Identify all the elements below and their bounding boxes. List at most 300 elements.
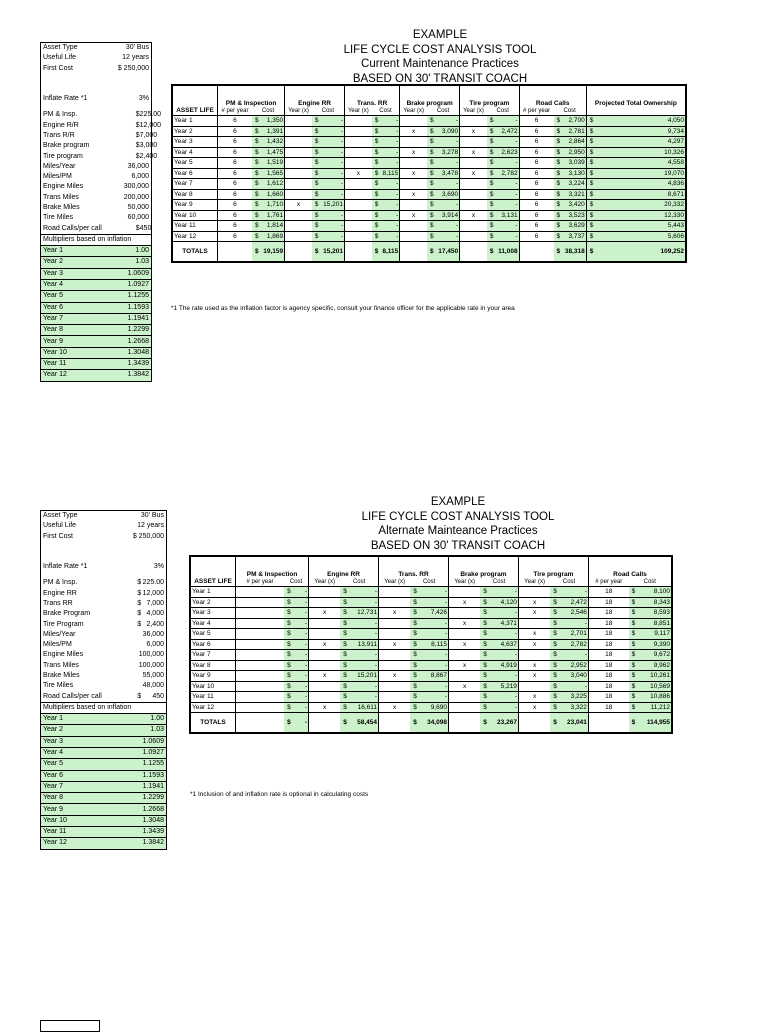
year-row [172, 116, 686, 127]
cost-value: - [444, 619, 447, 627]
param-label: Tire program [43, 152, 83, 160]
dollar-sign: $ [413, 718, 417, 726]
subheader-cost: Cost [422, 579, 436, 585]
marker-cell [309, 692, 341, 703]
cost-value: - [304, 598, 308, 606]
cost-cell [284, 702, 308, 713]
cost-cell [554, 179, 587, 190]
dollar-sign: $ [631, 588, 636, 595]
marker-cell: 6 [218, 179, 252, 190]
marker-cell: 6 [218, 147, 252, 158]
marker-cell: x [379, 639, 411, 650]
cost-value: - [304, 672, 308, 679]
total-value: 5,443 [667, 222, 684, 229]
marker-cell [460, 158, 487, 169]
marker-cell [285, 147, 312, 158]
marker-cell [345, 221, 372, 232]
cost-value: - [584, 651, 587, 658]
cost-value: 1,350 [266, 117, 284, 124]
marker-cell: x [448, 618, 480, 629]
cost-value: - [374, 661, 377, 669]
info-label: Asset Type [43, 44, 78, 52]
subheader-cost: Cost [321, 108, 335, 114]
marker-cell [345, 137, 372, 148]
marker-cell: x [400, 168, 427, 179]
dollar-sign: $ [254, 148, 259, 156]
total-cell [372, 242, 400, 263]
cost-value: 3,737 [568, 232, 585, 240]
dollar-sign: $ [489, 232, 494, 240]
cost-cell [410, 671, 448, 682]
dollar-sign: $ [589, 180, 594, 187]
dollar-sign: $ [631, 661, 636, 669]
year-label: Year 6 [172, 168, 218, 179]
cost-cell [586, 137, 686, 148]
dollar-sign: $ [553, 598, 557, 606]
subheader-cost: Cost [563, 108, 576, 114]
dollar-sign: $ [553, 588, 557, 595]
dollar-sign: $ [343, 640, 347, 648]
cost-cell [312, 158, 345, 169]
dollar-sign: $ [374, 148, 379, 156]
param-row [41, 110, 152, 120]
cost-cell [586, 210, 686, 221]
dollar-sign: $ [429, 211, 434, 219]
cost-cell [410, 639, 448, 650]
param-label: Brake Miles [43, 672, 80, 679]
cost-cell [284, 608, 308, 619]
marker-cell [460, 179, 487, 190]
param-label: Brake Program [43, 610, 91, 618]
cost-value: 1,475 [266, 148, 284, 156]
subheader-cost: Cost [643, 579, 656, 585]
cost-value: 13,911 [357, 640, 377, 648]
cost-value: - [304, 609, 308, 616]
total-amount: 58,454 [357, 718, 377, 726]
subheader-blank [586, 108, 686, 116]
multiplier-row [41, 725, 167, 736]
dollar-sign: $ [483, 661, 487, 669]
cost-value: 3,225 [570, 693, 587, 700]
cost-cell [586, 189, 686, 200]
dollar-sign: $ [483, 630, 487, 637]
dollar-sign: $ [483, 703, 487, 711]
multiplier-header-row [41, 234, 152, 245]
marker-cell [518, 587, 550, 598]
marker-cell: x [518, 597, 550, 608]
marker-cell: x [309, 702, 341, 713]
spacer-row [41, 542, 167, 562]
marker-cell: 18 [588, 587, 628, 598]
param-amount: 6,000 [131, 173, 149, 181]
multiplier-label: Multipliers based on inflation [41, 234, 152, 245]
dollar-sign: $ [489, 127, 494, 135]
dollar-sign: $ [413, 588, 417, 595]
column-header: Road Calls [519, 85, 586, 108]
multiplier-value: 1.0927 [104, 279, 152, 290]
total-amount: - [304, 718, 308, 726]
cost-cell [340, 702, 378, 713]
title-line: Current Maintenance Practices [361, 58, 519, 70]
year-row [172, 221, 686, 232]
marker-cell: 18 [588, 660, 628, 671]
cost-cell [252, 179, 285, 190]
param-label: Road Calls/per call [43, 224, 102, 232]
total-cell [410, 713, 448, 734]
dollar-sign: $ [314, 169, 319, 177]
subheader-year-x: Year (x) [460, 108, 487, 116]
title-line: EXAMPLE [430, 496, 486, 508]
total-amount: 15,201 [323, 247, 343, 255]
cost-value: 2,472 [570, 598, 587, 606]
year-label: Year 8 [190, 660, 236, 671]
multiplier-row [41, 793, 167, 804]
cost-cell [410, 608, 448, 619]
marker-cell: 6 [519, 221, 553, 232]
cost-cell [312, 126, 345, 137]
cost-cell [629, 702, 672, 713]
marker-cell [345, 210, 372, 221]
total-value: 8,671 [667, 190, 684, 198]
cost-cell [586, 116, 686, 127]
cost-value: 3,420 [568, 201, 585, 208]
year-row [190, 660, 672, 671]
marker-cell [379, 650, 411, 661]
cost-value: 5,219 [500, 682, 517, 690]
dollar-sign: $ [553, 640, 557, 648]
cost-cell [550, 681, 588, 692]
marker-cell: x [518, 629, 550, 640]
multiplier-value: 1.00 [105, 714, 166, 725]
cost-cell [372, 231, 400, 242]
multiplier-year: Year 11 [41, 827, 106, 838]
dollar-sign: $ [413, 630, 417, 637]
param-row [41, 671, 167, 681]
multiplier-year: Year 4 [41, 747, 106, 758]
year-label: Year 2 [190, 597, 236, 608]
marker-cell [379, 587, 411, 598]
currency-symbol: $ [137, 692, 142, 700]
marker-cell: 6 [519, 116, 553, 127]
param-value [104, 131, 158, 141]
marker-cell [236, 650, 285, 661]
cost-cell [480, 702, 518, 713]
subheader-cost: Cost [352, 579, 366, 585]
year-row [190, 650, 672, 661]
column-header: Projected Total Ownership [586, 85, 686, 108]
dollar-sign: $ [374, 222, 379, 229]
marker-cell: 6 [519, 231, 553, 242]
multiplier-value: 1.2299 [104, 325, 152, 336]
marker-cell [379, 681, 411, 692]
cost-cell [586, 221, 686, 232]
dollar-sign: $ [413, 682, 417, 690]
cost-cell [252, 116, 285, 127]
marker-cell [460, 137, 487, 148]
dollar-sign: $ [254, 190, 259, 198]
dollar-sign: $ [254, 222, 259, 229]
cost-value: 8,115 [382, 169, 399, 177]
cost-value: - [584, 619, 587, 627]
cost-value: - [340, 148, 343, 156]
multiplier-year: Year 8 [41, 793, 106, 804]
cost-cell [340, 671, 378, 682]
param-label: PM & Insp. [43, 111, 78, 119]
title-block-current [290, 28, 590, 86]
currency-symbol: $ [135, 224, 140, 232]
dollar-sign: $ [254, 169, 259, 177]
dollar-sign: $ [287, 651, 291, 658]
cost-value: 1,710 [266, 201, 284, 208]
cost-value: 4,919 [500, 661, 517, 669]
dollar-sign: $ [287, 609, 291, 616]
multiplier-row [41, 770, 167, 781]
marker-cell [345, 200, 372, 211]
year-label: Year 4 [172, 147, 218, 158]
cost-cell [340, 587, 378, 598]
totals-label: TOTALS [190, 713, 236, 734]
subheader-year-x: Year (x) [285, 108, 312, 116]
dollar-sign: $ [413, 672, 417, 679]
cost-value: - [340, 222, 343, 229]
column-header: ASSET LIFE [172, 85, 218, 116]
dollar-sign: $ [374, 180, 379, 187]
year-row [172, 158, 686, 169]
param-row [41, 578, 167, 588]
marker-cell: x [518, 702, 550, 713]
multiplier-row [41, 736, 167, 747]
year-label: Year 10 [172, 210, 218, 221]
param-row [41, 588, 167, 598]
inflate-label: Inflate Rate *1 [43, 563, 88, 571]
cost-value: - [304, 588, 308, 595]
dollar-sign: $ [287, 661, 291, 669]
marker-cell: x [285, 200, 312, 211]
dollar-sign: $ [556, 148, 561, 156]
cost-value: - [396, 222, 399, 229]
cost-cell [284, 681, 308, 692]
marker-cell: 6 [218, 210, 252, 221]
year-label: Year 1 [172, 116, 218, 127]
marker-cell [309, 629, 341, 640]
cost-value: 16,611 [357, 703, 377, 711]
dollar-sign: $ [314, 247, 319, 255]
cost-cell [550, 671, 588, 682]
multiplier-year: Year 10 [41, 347, 104, 358]
cost-value: 15,201 [357, 672, 377, 679]
cost-value: - [340, 190, 343, 198]
multiplier-value: 1.0609 [105, 736, 166, 747]
cost-cell [340, 660, 378, 671]
dollar-sign: $ [343, 693, 347, 700]
marker-cell [285, 126, 312, 137]
param-row [41, 609, 167, 619]
dollar-sign: $ [589, 138, 594, 145]
cost-cell [554, 126, 587, 137]
dollar-sign: $ [429, 232, 434, 240]
total-value: 10,326 [664, 148, 684, 156]
dollar-sign: $ [489, 138, 494, 145]
param-amount: 7,000 [139, 131, 158, 139]
currency-symbol: $ [137, 599, 142, 607]
cost-value: 3,478 [441, 169, 459, 177]
dollar-sign: $ [413, 640, 417, 648]
cost-cell [252, 168, 285, 179]
dollar-sign: $ [314, 180, 319, 187]
multiplier-year: Year 9 [41, 804, 106, 815]
marker-cell: 6 [519, 200, 553, 211]
dollar-sign: $ [287, 693, 291, 700]
dollar-sign: $ [343, 651, 347, 658]
cost-cell [480, 692, 518, 703]
total-cell [586, 242, 686, 263]
cost-cell [372, 189, 400, 200]
multiplier-row [41, 815, 167, 826]
cost-value: 10,569 [650, 682, 670, 690]
cost-value: - [304, 661, 308, 669]
dollar-sign: $ [589, 117, 594, 124]
cost-value: - [455, 138, 459, 145]
cost-value: 8,100 [653, 588, 670, 595]
param-amount: 225.00 [142, 579, 164, 587]
cost-cell [554, 168, 587, 179]
cost-value: 3,131 [501, 211, 518, 219]
multiplier-value: 1.1941 [105, 781, 166, 792]
multiplier-year: Year 1 [41, 246, 104, 257]
cost-cell [550, 650, 588, 661]
marker-cell: x [379, 608, 411, 619]
year-row [172, 231, 686, 242]
dollar-sign: $ [489, 247, 494, 255]
dollar-sign: $ [556, 247, 561, 255]
multiplier-value: 1.3842 [105, 838, 166, 849]
year-row [172, 200, 686, 211]
subheader-row [190, 579, 672, 587]
marker-cell [400, 231, 427, 242]
marker-cell [460, 116, 487, 127]
currency-symbol: $ [137, 620, 142, 628]
multiplier-year: Year 12 [41, 838, 106, 849]
param-value [105, 691, 166, 702]
marker-cell [448, 671, 480, 682]
multiplier-value: 1.3842 [104, 370, 152, 381]
cost-cell [480, 671, 518, 682]
subheader-year-x: Year (x) [345, 108, 372, 116]
marker-cell: 6 [519, 210, 553, 221]
marker-cell [309, 660, 341, 671]
total-cell [550, 713, 588, 734]
cost-cell [554, 210, 587, 221]
cost-value: 9,962 [653, 661, 670, 669]
column-header: Engine RR [309, 556, 379, 579]
cost-value: 1,869 [266, 232, 284, 240]
dollar-sign: $ [429, 180, 434, 187]
param-value [105, 671, 166, 681]
cost-cell [487, 179, 519, 190]
dollar-sign: $ [287, 619, 291, 627]
param-row [41, 681, 167, 691]
marker-cell [400, 179, 427, 190]
marker-cell [518, 681, 550, 692]
dollar-sign: $ [589, 169, 594, 177]
param-value [104, 203, 152, 213]
dollar-sign: $ [374, 232, 379, 240]
cost-cell [550, 660, 588, 671]
cost-cell [410, 597, 448, 608]
dollar-sign: $ [314, 127, 319, 135]
cost-value: - [304, 640, 308, 648]
cost-value: - [514, 588, 517, 595]
inflate-value: 3% [138, 95, 149, 103]
dollar-sign: $ [556, 117, 561, 124]
cost-cell [340, 639, 378, 650]
cost-cell [284, 692, 308, 703]
subheader-year-x: Year (x) [448, 579, 480, 587]
cost-value: 8,115 [431, 640, 447, 648]
marker-cell: 18 [588, 650, 628, 661]
year-row [172, 126, 686, 137]
dollar-sign: $ [553, 661, 557, 669]
cost-value: 1,814 [266, 222, 284, 229]
marker-cell [236, 587, 285, 598]
subheader-per-year: # per year [218, 108, 252, 116]
cost-cell [312, 179, 345, 190]
dollar-sign: $ [374, 190, 379, 198]
title-line: LIFE CYCLE COST ANALYSIS TOOL [361, 510, 555, 523]
cost-cell [487, 158, 519, 169]
cost-cell [480, 618, 518, 629]
header-row [172, 85, 686, 108]
cost-cell [410, 650, 448, 661]
cost-cell [340, 597, 378, 608]
cost-cell [284, 618, 308, 629]
marker-cell: x [460, 126, 487, 137]
cost-cell [410, 618, 448, 629]
blank-cell [309, 713, 341, 734]
dollar-sign: $ [413, 661, 417, 669]
total-value: 19,070 [664, 169, 684, 177]
cost-cell [312, 147, 345, 158]
marker-cell [345, 231, 372, 242]
cost-value: 9,690 [430, 703, 447, 711]
dollar-sign: $ [374, 247, 379, 255]
cost-cell [550, 618, 588, 629]
cost-value: - [444, 682, 447, 690]
param-label: Miles/Year [43, 162, 76, 170]
lcc-table [189, 555, 673, 734]
cost-cell [487, 231, 519, 242]
multiplier-year: Year 5 [41, 291, 104, 302]
cost-value: 2,700 [568, 117, 585, 124]
dollar-sign: $ [556, 180, 561, 187]
dollar-sign: $ [483, 682, 487, 690]
totals-row [172, 242, 686, 263]
cost-cell [480, 608, 518, 619]
year-label: Year 3 [190, 608, 236, 619]
dollar-sign: $ [553, 703, 557, 711]
multiplier-label: Multipliers based on inflation [41, 702, 167, 713]
cost-value: - [514, 630, 517, 637]
total-amount: 23,267 [497, 718, 517, 726]
dollar-sign: $ [287, 672, 291, 679]
param-value [105, 650, 166, 660]
param-row [41, 131, 152, 141]
cost-value: - [455, 180, 459, 187]
cost-cell [554, 231, 587, 242]
marker-cell: x [448, 660, 480, 671]
dollar-sign: $ [254, 159, 259, 166]
total-amount: 114,955 [646, 718, 670, 726]
